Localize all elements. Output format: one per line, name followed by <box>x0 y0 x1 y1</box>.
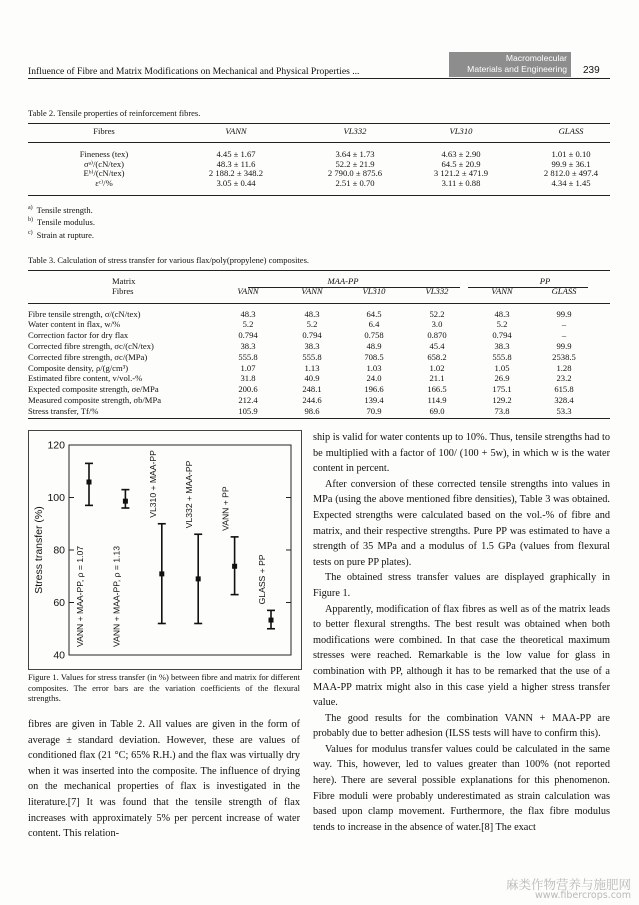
table3-cell: 73.8 <box>494 405 510 416</box>
table3-cell: 196.6 <box>364 384 384 395</box>
y-tick-label: 80 <box>53 544 65 557</box>
table3-row-label: Estimated fibre content, v/vol.-% <box>28 373 143 384</box>
table3-row <box>28 320 594 331</box>
table3-col-6: GLASS <box>551 285 577 296</box>
table2-caption: Table 2. Tensile properties of reinforcement fibres. <box>28 108 201 118</box>
table3-cell: 6.4 <box>368 319 380 330</box>
table3-header-rule <box>28 303 610 304</box>
table3-cell: 248.1 <box>302 384 322 395</box>
table3-row-label: Composite density, ρ/(g/cm³) <box>28 362 129 373</box>
table2-row-label: σᵃ⁾/(cN/tex) <box>83 158 125 169</box>
table3-cell: 38.3 <box>494 340 510 351</box>
table3-cell: 98.6 <box>304 405 320 416</box>
footnote-mark: c) <box>28 229 33 236</box>
table3-row <box>28 331 594 342</box>
table2-col-vl310: VL310 <box>449 126 473 136</box>
table3-cell: 64.5 <box>366 308 382 319</box>
table3-cell: 5.2 <box>496 319 508 330</box>
table2-cell: 64.5 ± 20.9 <box>441 158 481 169</box>
table3-cell: 48.3 <box>240 308 256 319</box>
table3-row-label: Correction factor for dry flax <box>28 330 129 341</box>
table3-body <box>28 309 594 417</box>
table2-footnote <box>28 203 95 215</box>
table3-row <box>28 385 594 396</box>
table2-cell: 4.45 ± 1.67 <box>216 149 256 159</box>
table3-row <box>28 352 594 363</box>
table3-cell: 658.2 <box>427 351 447 362</box>
data-point <box>87 480 92 485</box>
table3-matrix-label: Matrix <box>112 276 136 286</box>
table2-cell: 48.3 ± 11.6 <box>216 158 256 169</box>
data-point <box>123 499 128 504</box>
table2-col-fibres: Fibres <box>93 126 115 136</box>
table3-top-rule <box>28 270 610 271</box>
table3-cell: 1.07 <box>240 362 256 373</box>
journal-logo <box>449 52 571 77</box>
table2-footnotes <box>28 203 95 240</box>
table2-header-rule <box>28 142 610 143</box>
table2-cell: 52.2 ± 21.9 <box>335 158 375 169</box>
table3-fibres-label: Fibres <box>112 285 134 296</box>
table3-cell: 175.1 <box>492 384 512 395</box>
table3-cell: 1.28 <box>556 362 572 373</box>
footnote-text: Tensile strength. <box>36 204 93 215</box>
footnote-text: Strain at rupture. <box>36 229 95 240</box>
footnote-text: Tensile modulus. <box>37 217 95 228</box>
data-point <box>159 571 164 576</box>
table3-cell: 21.1 <box>429 373 445 384</box>
table3-caption: Table 3. Calculation of stress transfer for various flax/poly(propylene) composites. <box>28 255 310 265</box>
table3-cell: 212.4 <box>238 394 258 405</box>
table3-group-rule-pp <box>468 287 588 288</box>
right-paragraph: Values for modulus transfer values could be calculated in the same way. This, however, led to values greater than 100% (not reported here). There are several possible explanations for this phenomenon. Fibre moduli were probably underestimated as strain calculation was based upon clamp movement. Furthermore, the flax fibre modulus tends to increase in the absence of water.[8] The exact <box>313 743 610 833</box>
table3-col-1: VANN <box>237 285 259 296</box>
table3-cell: 69.0 <box>429 405 445 416</box>
series-label: VANN + PP <box>220 486 231 531</box>
table3-row <box>28 395 594 406</box>
table2-cell: 2 812.0 ± 497.4 <box>543 168 599 179</box>
table3-bottom-rule <box>28 418 610 419</box>
table2-cell: 99.9 ± 36.1 <box>551 158 591 169</box>
table2-row <box>40 150 626 160</box>
table3-row-label: Corrected fibre strength, σc/(MPa) <box>28 351 148 362</box>
data-point <box>269 618 274 623</box>
table3-row-label: Corrected fibre strength, σc/(cN/tex) <box>28 340 154 351</box>
table3-cell: – <box>561 330 567 341</box>
series-label: GLASS + PP <box>257 554 267 605</box>
right-paragraph: The good results for the combination VANN + MAA-PP are probably due to better adhesion (ILSS tests will have to confirm this). <box>313 712 610 740</box>
table3-header-row <box>28 287 594 297</box>
table2-body <box>40 150 626 189</box>
right-paragraph: ship is valid for water contents up to 10%. Thus, tensile strengths had to be multiplied with a factor of 100/ (100 + 5w), in which w is the water content in percent. <box>313 432 610 475</box>
table3-cell: 38.3 <box>304 340 320 351</box>
table3-row <box>28 309 594 320</box>
table2-footnote <box>28 228 95 240</box>
figure1-caption <box>28 672 300 704</box>
journal-name-line2: Materials and Engineering <box>467 64 567 74</box>
table2 <box>40 127 626 137</box>
table3-col-3: VL310 <box>362 285 386 296</box>
table2-bottom-rule <box>28 195 610 196</box>
table3-cell: 129.2 <box>492 394 512 405</box>
table3-cell: 0.758 <box>364 330 384 341</box>
table2-cell: 1.01 ± 0.10 <box>551 149 591 159</box>
table3-group-pp: PP <box>539 276 551 286</box>
table2-cell: 4.34 ± 1.45 <box>551 178 591 189</box>
table2-col-vl332: VL332 <box>343 126 367 136</box>
table3-cell: 48.9 <box>366 340 382 351</box>
table3-row-label: Measured composite strength, σb/MPa <box>28 394 162 405</box>
y-tick-label: 60 <box>53 597 65 609</box>
watermark-line2: www.fibercrops.com <box>534 890 631 901</box>
table3-cell: 0.794 <box>302 330 322 341</box>
table3-cell: 31.8 <box>240 373 256 384</box>
table3-cell: 555.8 <box>492 351 512 362</box>
table3-cell: 2538.5 <box>552 351 576 362</box>
table3-cell: 166.5 <box>427 384 447 395</box>
plot-area <box>69 445 291 655</box>
table2-cell: 4.63 ± 2.90 <box>441 149 481 159</box>
table3-group-maapp: MAA-PP <box>327 276 359 286</box>
table3-cell: 1.13 <box>304 362 320 373</box>
figure1-chart <box>29 431 301 669</box>
left-paragraph: fibres are given in Table 2. All values are given in the form of average ± standard deviation. However, these are values of conditioned flax (21 °C; 65% R.H.) and the flax was virtually dry when it was inserted into the composite. The influence of drying on the mechanical properties of flax is investigated in the literature.[7] It was found that the tensile strength of flax increases with approximately 5% per percent increase of water content. This relation- <box>28 719 300 840</box>
table2-row-label: Eᵇ⁾/(cN/tex) <box>83 168 125 179</box>
table3-cell: 38.3 <box>240 340 256 351</box>
table3-row <box>28 341 594 352</box>
table3-col-5: VANN <box>491 285 513 296</box>
table3-group-rule-maapp <box>248 287 460 288</box>
series-label: VL310 + MAA-PP <box>147 450 158 518</box>
table3-cell: 555.8 <box>238 351 258 362</box>
right-paragraph: Apparently, modification of flax fibres as well as of the matrix leads to better flexural strengths. The best result was obtained when both modifications were combined. In that case the theoretical maximum stresses were reached. Remarkable is the low value for glass in combination with PP, although it has to be remarked that the use of a MAA-PP matrix might also in this case yield a higher stress transfer value. <box>313 603 610 709</box>
table3-cell: 1.03 <box>366 362 382 373</box>
table3-row-label: Water content in flax, w/% <box>28 319 121 330</box>
table3-cell: 5.2 <box>306 319 318 330</box>
table2-col-glass: GLASS <box>558 126 584 136</box>
table2-row-label: εᶜ⁾/% <box>95 178 113 189</box>
watermark <box>506 879 631 901</box>
table3-cell: 3.0 <box>431 319 443 330</box>
series-label: VL332 + MAA-PP <box>184 460 195 529</box>
table2-header-row <box>40 127 626 137</box>
table3-cell: 5.2 <box>242 319 254 330</box>
table3-cell: 114.9 <box>427 394 447 405</box>
left-column-text <box>28 717 300 842</box>
table2-col-vann: VANN <box>225 126 247 136</box>
table3-cell: 615.8 <box>554 384 574 395</box>
table2-footnote <box>28 215 95 227</box>
table3-row-label: Fibre tensile strength, σ/(cN/tex) <box>28 308 141 319</box>
table2-row <box>40 169 626 179</box>
table3-cell: 139.4 <box>364 394 384 405</box>
table3-row-label: Stress transfer, Tf/% <box>28 405 99 416</box>
right-paragraph: The obtained stress transfer values are displayed graphically in Figure 1. <box>313 572 610 599</box>
y-tick-label: 100 <box>47 492 65 504</box>
header-rule <box>28 78 610 79</box>
y-tick-label: 40 <box>53 649 65 662</box>
table3-cell: 26.9 <box>494 373 510 384</box>
page-number: 239 <box>583 65 600 76</box>
table2-cell: 3.64 ± 1.73 <box>335 149 375 159</box>
series-label: VANN + MAA-PP, ρ = 1.07 <box>75 545 85 647</box>
table3-cell: 1.05 <box>494 362 510 373</box>
table3-cell: 555.8 <box>302 351 322 362</box>
table3-cell: 244.6 <box>302 394 322 405</box>
table3-cell: 105.9 <box>238 405 258 416</box>
table3-cell: 70.9 <box>366 405 382 416</box>
watermark-line1: 麻类作物营养与施肥网 <box>505 877 631 892</box>
table3-row <box>28 406 594 417</box>
table2-cell: 2.51 ± 0.70 <box>335 178 375 189</box>
table3-col-4: VL332 <box>425 285 449 296</box>
table3-cell: 48.3 <box>494 308 510 319</box>
table3-cell: 45.4 <box>429 340 445 351</box>
right-column-text <box>313 430 610 835</box>
table3-cell: 0.870 <box>427 330 447 341</box>
series-label: VANN + MAA-PP, ρ = 1.13 <box>111 545 122 647</box>
y-axis-title: Stress transfer (%) <box>33 506 45 594</box>
table3-cell: 99.9 <box>556 340 572 351</box>
table3-cell: 48.3 <box>304 308 320 319</box>
table3-row <box>28 374 594 385</box>
table3-cell: 328.4 <box>554 394 574 405</box>
table2-cell: 3.11 ± 0.88 <box>441 178 481 189</box>
table2-row-label: Fineness (tex) <box>79 149 129 159</box>
table3-cell: 0.794 <box>492 330 512 341</box>
table3-cell: 52.2 <box>429 308 445 319</box>
table2-cell: 2 790.0 ± 875.6 <box>327 168 383 179</box>
table3-cell: 40.9 <box>304 373 320 384</box>
table3-cell: 200.6 <box>238 384 258 395</box>
figure1-frame <box>28 430 302 670</box>
table2-cell: 2 188.2 ± 348.2 <box>208 168 264 179</box>
journal-name-line1: Macromolecular <box>505 53 567 63</box>
table2-row <box>40 179 626 189</box>
running-title: Influence of Fibre and Matrix Modifications on Mechanical and Physical Properties ... <box>28 66 360 77</box>
table3-cell: – <box>561 319 567 330</box>
table3-row-label: Expected composite strength, σe/MPa <box>28 384 159 395</box>
table3-cell: 0.794 <box>238 330 258 341</box>
right-paragraph: After conversion of these corrected tensile strengths into values in MPa (using the above mentioned fibre densities), Table 3 was obtained. Expected strengths were calculated based on the vol.-% of fibre and matrix, and their respective strengths. Pure PP was estimated to have a strength of 35 MPa and a modulus of 1.5 GPa (values from flexural tests on pure PP plates). <box>313 478 610 568</box>
figure1-caption-label: Figure 1. <box>28 672 59 682</box>
table2-cell: 3.05 ± 0.44 <box>216 178 256 189</box>
table3-row <box>28 363 594 374</box>
figure1-caption-text: Values for stress transfer (in %) between fibre and matrix for different composites. The error bars are the variation coefficients of the flexural strengths. <box>28 672 300 704</box>
table3-cell: 53.3 <box>556 405 572 416</box>
footnote-mark: a) <box>28 205 33 211</box>
table3-cell: 23.2 <box>556 373 572 384</box>
table2-top-rule <box>28 123 610 124</box>
table2-cell: 3 121.2 ± 471.9 <box>433 168 489 179</box>
table3-col-2: VANN <box>301 285 323 296</box>
data-point <box>232 564 237 569</box>
table3-cell: 1.02 <box>429 362 445 373</box>
table3-cell: 99.9 <box>556 308 572 319</box>
data-point <box>196 576 201 581</box>
table3-cell: 24.0 <box>366 373 382 384</box>
footnote-mark: b) <box>28 217 33 224</box>
table3-cell: 708.5 <box>364 351 384 362</box>
y-tick-label: 120 <box>47 439 65 452</box>
